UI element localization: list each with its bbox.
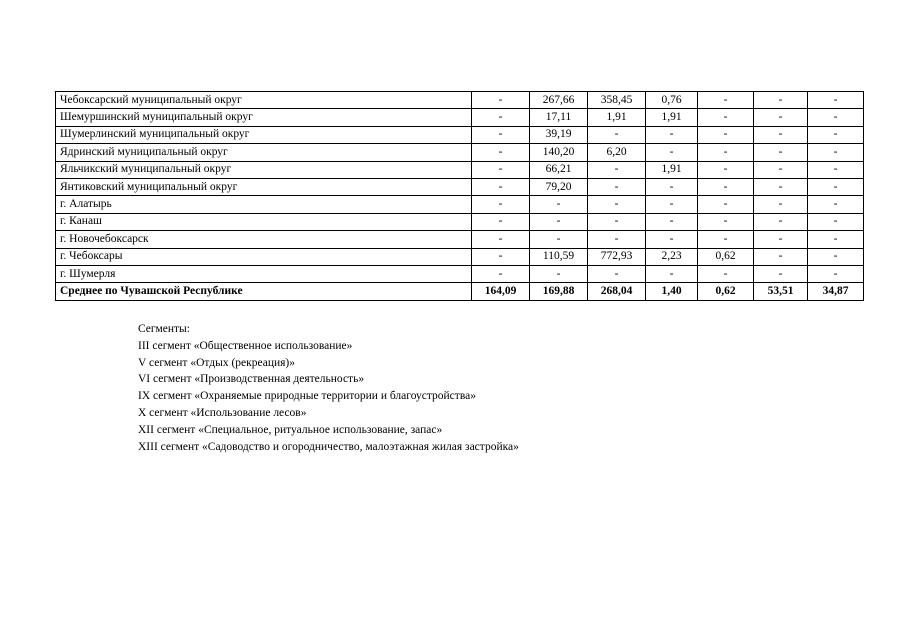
value-cell: - xyxy=(472,196,530,213)
value-cell: 268,04 xyxy=(588,283,646,300)
value-cell: - xyxy=(588,265,646,282)
value-cell: - xyxy=(530,196,588,213)
value-cell: - xyxy=(808,161,864,178)
value-cell: 34,87 xyxy=(808,283,864,300)
legend-item: V сегмент «Отдых (рекреация)» xyxy=(138,356,296,369)
value-cell: 1,91 xyxy=(646,109,698,126)
value-cell: - xyxy=(646,178,698,195)
value-cell: - xyxy=(754,213,808,230)
table-row xyxy=(56,196,864,213)
value-cell: 169,88 xyxy=(530,283,588,300)
value-cell: 772,93 xyxy=(588,248,646,265)
value-cell: - xyxy=(472,126,530,143)
value-cell: 164,09 xyxy=(472,283,530,300)
value-cell: - xyxy=(472,92,530,109)
value-cell: - xyxy=(754,196,808,213)
value-cell: 1,91 xyxy=(588,109,646,126)
table-row xyxy=(56,231,864,248)
legend-item: XIII сегмент «Садоводство и огородничество, малоэтажная жилая застройка» xyxy=(138,440,519,453)
value-cell: 0,76 xyxy=(646,92,698,109)
value-cell: - xyxy=(530,265,588,282)
value-cell: - xyxy=(588,196,646,213)
value-cell: - xyxy=(698,178,754,195)
table-body xyxy=(56,92,864,301)
row-name-cell: г. Канаш xyxy=(56,213,472,230)
value-cell: - xyxy=(472,109,530,126)
value-cell: 53,51 xyxy=(754,283,808,300)
value-cell: - xyxy=(808,92,864,109)
value-cell: 140,20 xyxy=(530,144,588,161)
legend-item: X сегмент «Использование лесов» xyxy=(138,406,307,419)
legend-title: Сегменты: xyxy=(138,323,190,335)
table-row xyxy=(56,161,864,178)
value-cell: 2,23 xyxy=(646,248,698,265)
value-cell: - xyxy=(698,161,754,178)
value-cell: 66,21 xyxy=(530,161,588,178)
value-cell: - xyxy=(754,144,808,161)
value-cell: - xyxy=(472,178,530,195)
value-cell: - xyxy=(530,213,588,230)
value-cell: - xyxy=(754,161,808,178)
value-cell: 6,20 xyxy=(588,144,646,161)
value-cell: - xyxy=(646,126,698,143)
table-row xyxy=(56,92,864,109)
value-cell: - xyxy=(472,248,530,265)
value-cell: - xyxy=(754,248,808,265)
table-row xyxy=(56,178,864,195)
value-cell: 267,66 xyxy=(530,92,588,109)
row-name-cell: Шемуршинский муниципальный округ xyxy=(56,109,472,126)
value-cell: - xyxy=(698,144,754,161)
value-cell: - xyxy=(698,109,754,126)
value-cell: - xyxy=(808,196,864,213)
value-cell: 1,40 xyxy=(646,283,698,300)
value-cell: - xyxy=(808,126,864,143)
value-cell: - xyxy=(698,126,754,143)
value-cell: - xyxy=(698,92,754,109)
value-cell: - xyxy=(646,231,698,248)
row-name-cell: Яльчикский муниципальный округ xyxy=(56,161,472,178)
value-cell: - xyxy=(754,126,808,143)
row-name-cell: Среднее по Чувашской Республике xyxy=(56,283,472,300)
value-cell: - xyxy=(588,231,646,248)
total-row xyxy=(56,283,864,300)
row-name-cell: г. Новочебоксарск xyxy=(56,231,472,248)
value-cell: - xyxy=(646,196,698,213)
value-cell: - xyxy=(698,265,754,282)
table-row xyxy=(56,126,864,143)
value-cell: 79,20 xyxy=(530,178,588,195)
table-row xyxy=(56,144,864,161)
value-cell: - xyxy=(754,265,808,282)
value-cell: - xyxy=(472,213,530,230)
row-name-cell: г. Алатырь xyxy=(56,196,472,213)
value-cell: - xyxy=(646,265,698,282)
value-cell: - xyxy=(808,213,864,230)
value-cell: - xyxy=(754,92,808,109)
row-name-cell: Ядринский муниципальный округ xyxy=(56,144,472,161)
value-cell: 110,59 xyxy=(530,248,588,265)
value-cell: - xyxy=(698,213,754,230)
segments-legend xyxy=(138,321,519,455)
legend-item: III сегмент «Общественное использование» xyxy=(138,339,353,352)
value-cell: - xyxy=(530,231,588,248)
value-cell: - xyxy=(808,265,864,282)
value-cell: - xyxy=(808,178,864,195)
legend-item: IX сегмент «Охраняемые природные территории и благоустройства» xyxy=(138,390,476,403)
value-cell: - xyxy=(588,126,646,143)
value-cell: 1,91 xyxy=(646,161,698,178)
value-cell: - xyxy=(646,144,698,161)
row-name-cell: г. Чебоксары xyxy=(56,248,472,265)
value-cell: - xyxy=(472,144,530,161)
value-cell: 39,19 xyxy=(530,126,588,143)
value-cell: 0,62 xyxy=(698,283,754,300)
table-row xyxy=(56,213,864,230)
table-row xyxy=(56,248,864,265)
value-cell: 0,62 xyxy=(698,248,754,265)
legend-item: XII сегмент «Специальное, ритуальное использование, запас» xyxy=(138,423,443,436)
row-name-cell: Янтиковский муниципальный округ xyxy=(56,178,472,195)
table-row xyxy=(56,265,864,282)
value-cell: - xyxy=(754,109,808,126)
row-name-cell: Шумерлинский муниципальный округ xyxy=(56,126,472,143)
value-cell: 17,11 xyxy=(530,109,588,126)
value-cell: - xyxy=(754,178,808,195)
row-name-cell: Чебоксарский муниципальный округ xyxy=(56,92,472,109)
table-row xyxy=(56,109,864,126)
segments-table xyxy=(55,91,864,301)
value-cell: - xyxy=(808,248,864,265)
row-name-cell: г. Шумерля xyxy=(56,265,472,282)
value-cell: - xyxy=(646,213,698,230)
value-cell: - xyxy=(808,231,864,248)
value-cell: - xyxy=(808,144,864,161)
value-cell: - xyxy=(588,178,646,195)
value-cell: - xyxy=(808,109,864,126)
value-cell: - xyxy=(472,265,530,282)
value-cell: - xyxy=(588,213,646,230)
legend-item: VI сегмент «Производственная деятельность» xyxy=(138,373,365,386)
value-cell: - xyxy=(754,231,808,248)
value-cell: - xyxy=(698,231,754,248)
value-cell: 358,45 xyxy=(588,92,646,109)
value-cell: - xyxy=(588,161,646,178)
value-cell: - xyxy=(472,231,530,248)
value-cell: - xyxy=(472,161,530,178)
value-cell: - xyxy=(698,196,754,213)
